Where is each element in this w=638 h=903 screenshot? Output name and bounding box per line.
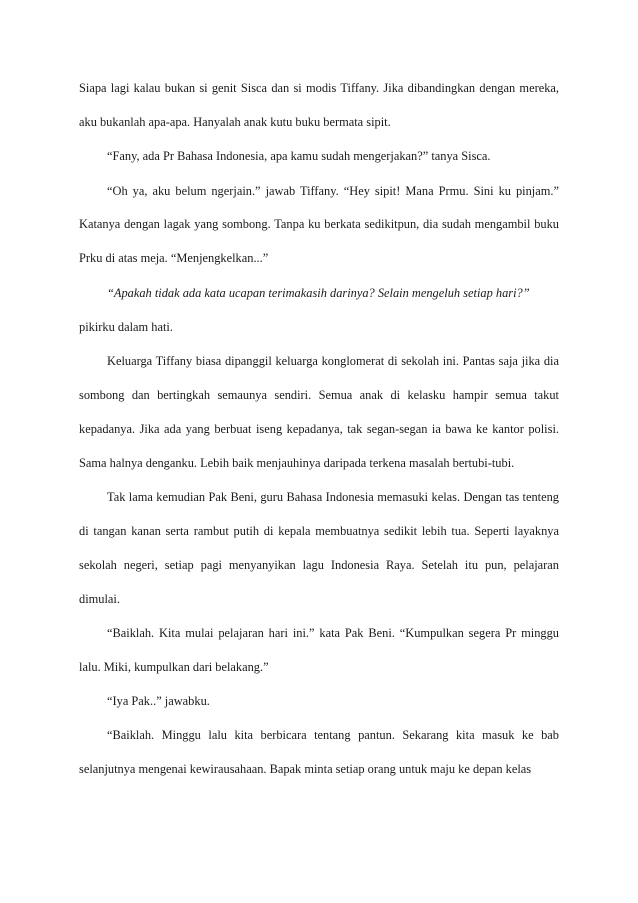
paragraph: Keluarga Tiffany biasa dipanggil keluarga konglomerat di sekolah ini. Pantas saja jika dia sombong dan bertingkah semaunya sendiri. Semua anak di kelasku hampir semua takut kepadanya. Jika ada yang berbuat iseng kepadanya, tak segan-segan ia bawa ke kantor polisi. Sama halnya denganku. Lebih baik menjauhinya daripada terkena masalah bertubi-tubi. — [79, 354, 559, 470]
paragraph: “Baiklah. Minggu lalu kita berbicara tentang pantun. Sekarang kita masuk ke bab selanjutnya mengenai kewirausahaan. Bapak minta setiap orang untuk maju ke depan kelas — [79, 728, 559, 777]
body-text — [79, 72, 559, 788]
paragraph: “Baiklah. Kita mulai pelajaran hari ini.” kata Pak Beni. “Kumpulkan segera Pr minggu lalu. Miki, kumpulkan dari belakang.” — [79, 625, 559, 674]
paragraph: Tak lama kemudian Pak Beni, guru Bahasa Indonesia memasuki kelas. Dengan tas tenteng di tangan kanan serta rambut putih di kepala membuatnya sedikit lebih tua. Seperti layaknya sekolah negeri, setiap pagi menyanyikan lagu Indonesia Raya. Setelah itu pun, pelajaran dimulai. — [79, 490, 559, 606]
paragraph: “Oh ya, aku belum ngerjain.” jawab Tiffany. “Hey sipit! Mana Prmu. Sini ku pinjam.” Katanya dengan lagak yang sombong. Tanpa ku berkata sedikitpun, dia sudah mengambil buku Prku di atas meja. “Menjengkelkan...” — [79, 183, 559, 266]
paragraph: pikirku dalam hati. — [79, 319, 173, 334]
paragraph: “Fany, ada Pr Bahasa Indonesia, apa kamu sudah mengerjakan?” tanya Sisca. — [107, 149, 491, 164]
paragraph: “Apakah tidak ada kata ucapan terimakasih darinya? Selain mengeluh setiap hari?” — [107, 285, 530, 300]
paragraph: “Iya Pak..” jawabku. — [107, 694, 210, 709]
paragraph: Siapa lagi kalau bukan si genit Sisca dan si modis Tiffany. Jika dibandingkan dengan mereka, aku bukanlah apa-apa. Hanyalah anak kutu buku bermata sipit. — [79, 81, 559, 129]
